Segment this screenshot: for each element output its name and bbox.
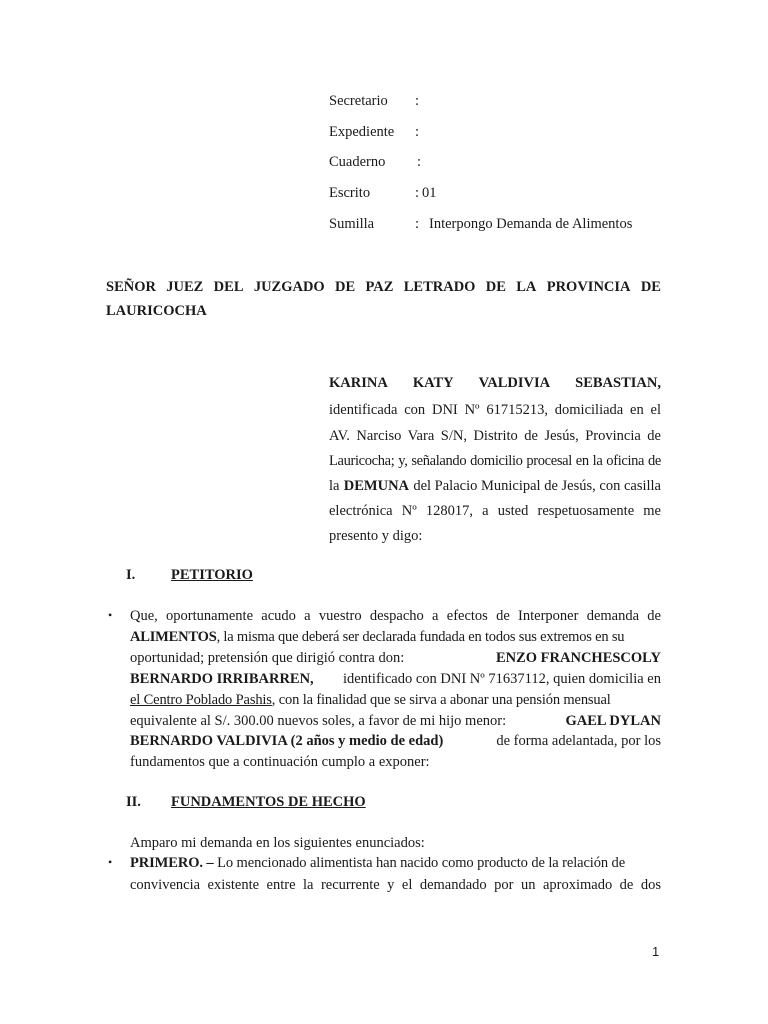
word: DE <box>640 279 661 295</box>
intro-text: del Palacio Municipal de Jesús, con casilla <box>413 478 661 494</box>
addressee-line-1 <box>106 277 661 297</box>
word: KATY <box>412 375 454 391</box>
header-label: Expediente <box>329 124 395 140</box>
petitorio-line <box>130 731 661 751</box>
petitorio-text: equivalente al S/. 300.00 nuevos soles, a favor de mi hijo menor: <box>130 713 507 729</box>
primero-label: PRIMERO. – <box>130 855 214 871</box>
petitorio-line <box>130 669 661 689</box>
petitorio-line <box>130 690 661 710</box>
header-colon: : <box>415 93 420 109</box>
petitorio-line: Que, oportunamente acudo a vuestro despacho a efectos de Interponer demanda de <box>130 608 661 624</box>
section-number: I. <box>126 567 136 583</box>
petitioner-name <box>329 373 661 393</box>
petitorio-line <box>130 711 661 731</box>
intro-line: electrónica Nº 128017, a usted respetuosamente me <box>329 503 661 519</box>
petitorio-text: de forma adelantada, por los <box>496 733 661 749</box>
header-label: Cuaderno <box>329 154 386 170</box>
child-name: BERNARDO VALDIVIA (2 años y medio de edad) <box>130 733 444 749</box>
word: KARINA <box>329 375 388 391</box>
header-label: Sumilla <box>329 216 375 232</box>
header-colon: : <box>415 124 420 140</box>
child-name: GAEL DYLAN <box>565 713 661 729</box>
fundamentos-line: convivencia existente entre la recurrente y el demandado por un aproximado de dos <box>130 877 661 893</box>
intro-line <box>329 476 661 496</box>
petitorio-text: identificado con DNI Nº 71637112, quien domicilia en <box>342 671 661 687</box>
petitorio-line <box>130 627 661 647</box>
word: VALDIVIA <box>478 375 551 391</box>
petitorio-text: , la misma que deberá ser declarada fundada en todos sus extremos en su <box>216 629 625 645</box>
fundamentos-text: Lo mencionado alimentista han nacido como producto de la relación de <box>217 855 626 871</box>
defendant-name: ENZO FRANCHESCOLY <box>495 650 661 666</box>
demuna-label: DEMUNA <box>343 478 410 494</box>
defendant-name: BERNARDO IRRIBARREN, <box>130 671 314 687</box>
addressee-line-2: LAURICOCHA <box>106 303 207 319</box>
alimentos-label: ALIMENTOS <box>130 629 217 645</box>
petitorio-text: oportunidad; pretensión que dirigió contra don: <box>130 650 405 666</box>
word: DE <box>335 279 356 295</box>
defendant-address: el Centro Poblado Pashis <box>130 692 272 708</box>
fundamentos-intro: Amparo mi demanda en los siguientes enunciados: <box>130 835 425 851</box>
intro-line: AV. Narciso Vara S/N, Distrito de Jesús, Provincia de <box>329 428 661 444</box>
header-label: Escrito <box>329 185 371 201</box>
page-number: 1 <box>652 944 660 959</box>
header-label: Secretario <box>329 93 388 109</box>
word: LETRADO <box>403 279 476 295</box>
header-value: Interpongo Demanda de Alimentos <box>429 216 633 232</box>
fundamentos-line <box>130 853 661 873</box>
section-title: PETITORIO <box>171 567 253 583</box>
word: PAZ <box>365 279 394 295</box>
section-title: FUNDAMENTOS DE HECHO <box>171 794 366 810</box>
header-colon: : <box>417 154 422 170</box>
header-value: 01 <box>422 185 437 201</box>
word: PROVINCIA <box>546 279 631 295</box>
bullet-icon: • <box>108 855 113 869</box>
petitorio-line <box>130 648 661 668</box>
petitorio-line: fundamentos que a continuación cumplo a exponer: <box>130 754 430 770</box>
word: JUEZ <box>166 279 204 295</box>
header-colon: : <box>415 216 420 232</box>
intro-text: la <box>329 478 340 494</box>
intro-line: Lauricocha; y, señalando domicilio procesal en la oficina de <box>329 453 661 469</box>
petitorio-text: , con la finalidad que se sirva a abonar una pensión mensual <box>271 692 611 708</box>
bullet-icon: • <box>108 608 113 622</box>
word: SEBASTIAN, <box>575 375 661 391</box>
word: JUZGADO <box>253 279 325 295</box>
word: DE <box>485 279 506 295</box>
header-colon: : <box>415 185 420 201</box>
word: LA <box>516 279 537 295</box>
section-number: II. <box>126 794 141 810</box>
intro-line: presento y digo: <box>329 528 423 544</box>
intro-line: identificada con DNI Nº 61715213, domiciliada en el <box>329 402 661 418</box>
word: DEL <box>213 279 244 295</box>
word: SEÑOR <box>106 279 156 295</box>
